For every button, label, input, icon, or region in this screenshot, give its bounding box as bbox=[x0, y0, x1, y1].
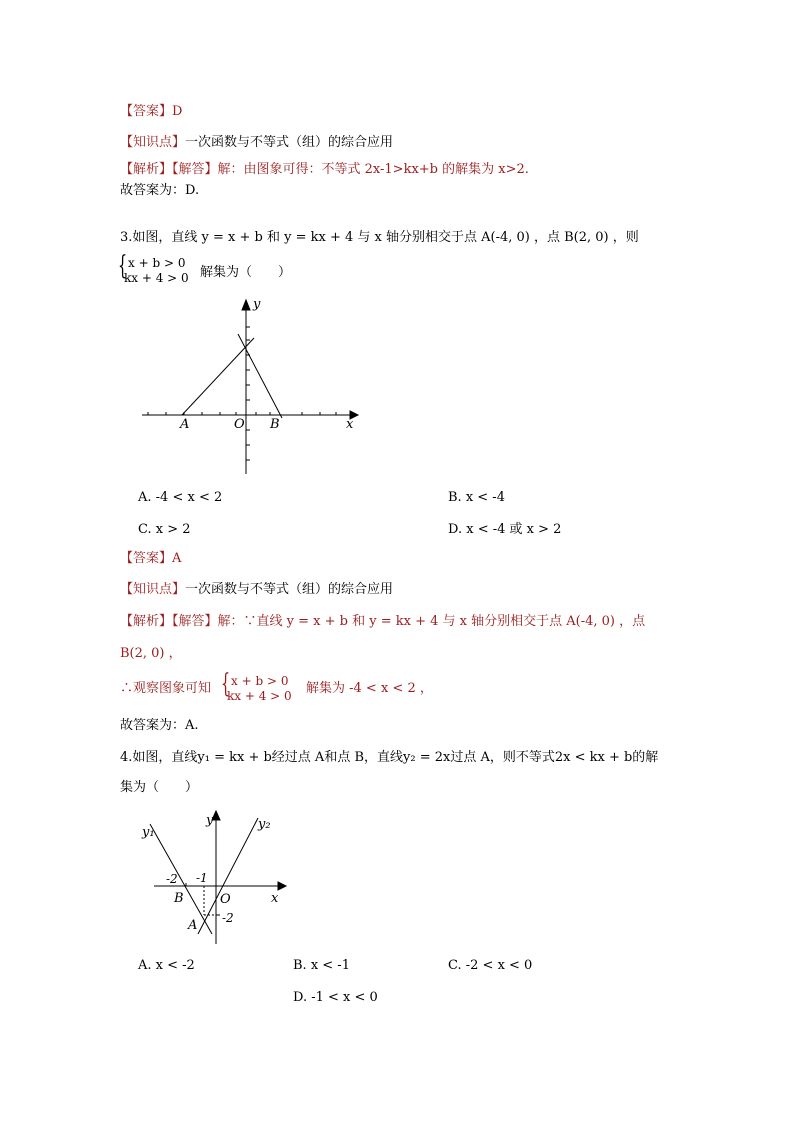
q3-answer-value: A bbox=[172, 551, 182, 566]
q4-x-arrow bbox=[278, 882, 286, 890]
q4-label-y: y bbox=[206, 813, 214, 828]
q2-knowledge-value: 一次函数与不等式（组）的综合应用 bbox=[185, 135, 394, 150]
q2-analysis-line bbox=[120, 161, 529, 179]
q3-y-ticks bbox=[246, 327, 250, 460]
q3-knowledge-line bbox=[120, 581, 393, 599]
q3-analysis-prefix: 解： bbox=[217, 614, 244, 629]
q3-line-y1 bbox=[182, 338, 254, 415]
q3-answer-line bbox=[120, 550, 181, 568]
q4-option-b[interactable]: B. x < -1 bbox=[293, 958, 350, 973]
q4-label-minus2-x: -2 bbox=[166, 872, 178, 886]
q4-label-o: O bbox=[220, 892, 231, 907]
q3-graph bbox=[136, 296, 366, 478]
q3-system-brace: { bbox=[118, 251, 128, 281]
q3-analysis-line bbox=[120, 613, 645, 631]
q3-option-c[interactable]: C. x > 2 bbox=[138, 522, 191, 537]
q4-label-a: A bbox=[188, 918, 198, 933]
q3-knowledge-label: 【知识点】 bbox=[120, 582, 186, 597]
q3-line-y2 bbox=[238, 334, 282, 418]
q3-label-b: B bbox=[270, 417, 280, 432]
q2-answer-label: 【答案】 bbox=[120, 104, 173, 119]
q3-system-line1: x + b > 0 bbox=[128, 256, 186, 270]
q4-stem-line1: 4.如图，直线y₁ = kx + b经过点 A和点 B，直线y₂ = 2x过点 A，则不等式2x < kx + b的解 bbox=[120, 750, 659, 765]
q4-label-x: x bbox=[271, 891, 279, 906]
q2-answer-value: D bbox=[172, 104, 183, 119]
q3-y-arrow bbox=[242, 300, 250, 310]
q3-answer-label: 【答案】 bbox=[120, 551, 173, 566]
q3-system-line2: kx + 4 > 0 bbox=[124, 271, 189, 285]
q3-observe-system-line2: kx + 4 > 0 bbox=[227, 689, 292, 703]
q3-label-x: x bbox=[346, 417, 354, 432]
q3-observe-tail: 解集为 -4 < x < 2 ， bbox=[306, 681, 433, 696]
q4-graph bbox=[136, 806, 296, 946]
q3-conclusion: 故答案为：A. bbox=[120, 718, 199, 733]
q3-label-y: y bbox=[253, 297, 261, 312]
q2-knowledge-label: 【知识点】 bbox=[120, 135, 186, 150]
q3-label-o: O bbox=[234, 417, 245, 432]
q3-stem-tail: 解集为（ ） bbox=[200, 265, 292, 280]
q3-analysis-value: ∵直线 y = x + b 和 y = kx + 4 与 x 轴分别相交于点 A(-4, 0) ，点 bbox=[243, 614, 646, 629]
q3-option-b[interactable]: B. x < -4 bbox=[448, 490, 505, 505]
q3-observe-prefix: ∴观察图象可知 bbox=[120, 681, 212, 696]
q3-option-a[interactable]: A. -4 < x < 2 bbox=[138, 490, 223, 505]
q4-label-y2: y₂ bbox=[258, 817, 271, 832]
q3-option-d[interactable]: D. x < -4 或 x > 2 bbox=[448, 522, 562, 537]
q3-knowledge-value: 一次函数与不等式（组）的综合应用 bbox=[185, 582, 394, 597]
q4-option-c[interactable]: C. -2 < x < 0 bbox=[448, 958, 533, 973]
q3-label-a: A bbox=[180, 417, 190, 432]
q3-analysis-line2: B(2, 0) ， bbox=[120, 646, 182, 661]
q4-label-minus2-y: -2 bbox=[222, 911, 234, 925]
q3-analysis-label: 【解析】【解答】 bbox=[120, 614, 218, 629]
q4-label-minus1: -1 bbox=[196, 871, 208, 885]
q3-observe-brace: { bbox=[221, 669, 231, 699]
q4-option-d[interactable]: D. -1 < x < 0 bbox=[293, 990, 378, 1005]
q4-option-a[interactable]: A. x < -2 bbox=[138, 958, 195, 973]
q4-label-y1: y₁ bbox=[142, 825, 155, 840]
q4-label-b: B bbox=[174, 891, 184, 906]
q2-analysis-label: 【解析】【解答】 bbox=[120, 162, 218, 177]
q2-answer-line bbox=[120, 103, 182, 121]
q2-knowledge-line bbox=[120, 134, 393, 152]
q4-stem-line2: 集为（ ） bbox=[120, 780, 199, 795]
q2-analysis-value: 解：由图象可得：不等式 2x-1>kx+b 的解集为 x>2. bbox=[217, 162, 529, 177]
q2-conclusion: 故答案为：D. bbox=[120, 183, 200, 198]
q3-observe-system-line1: x + b > 0 bbox=[231, 674, 289, 688]
q3-stem: 3.如图，直线 y = x + b 和 y = kx + 4 与 x 轴分别相交于点 A(-4, 0) ，点 B(2, 0) ，则 bbox=[120, 230, 639, 245]
